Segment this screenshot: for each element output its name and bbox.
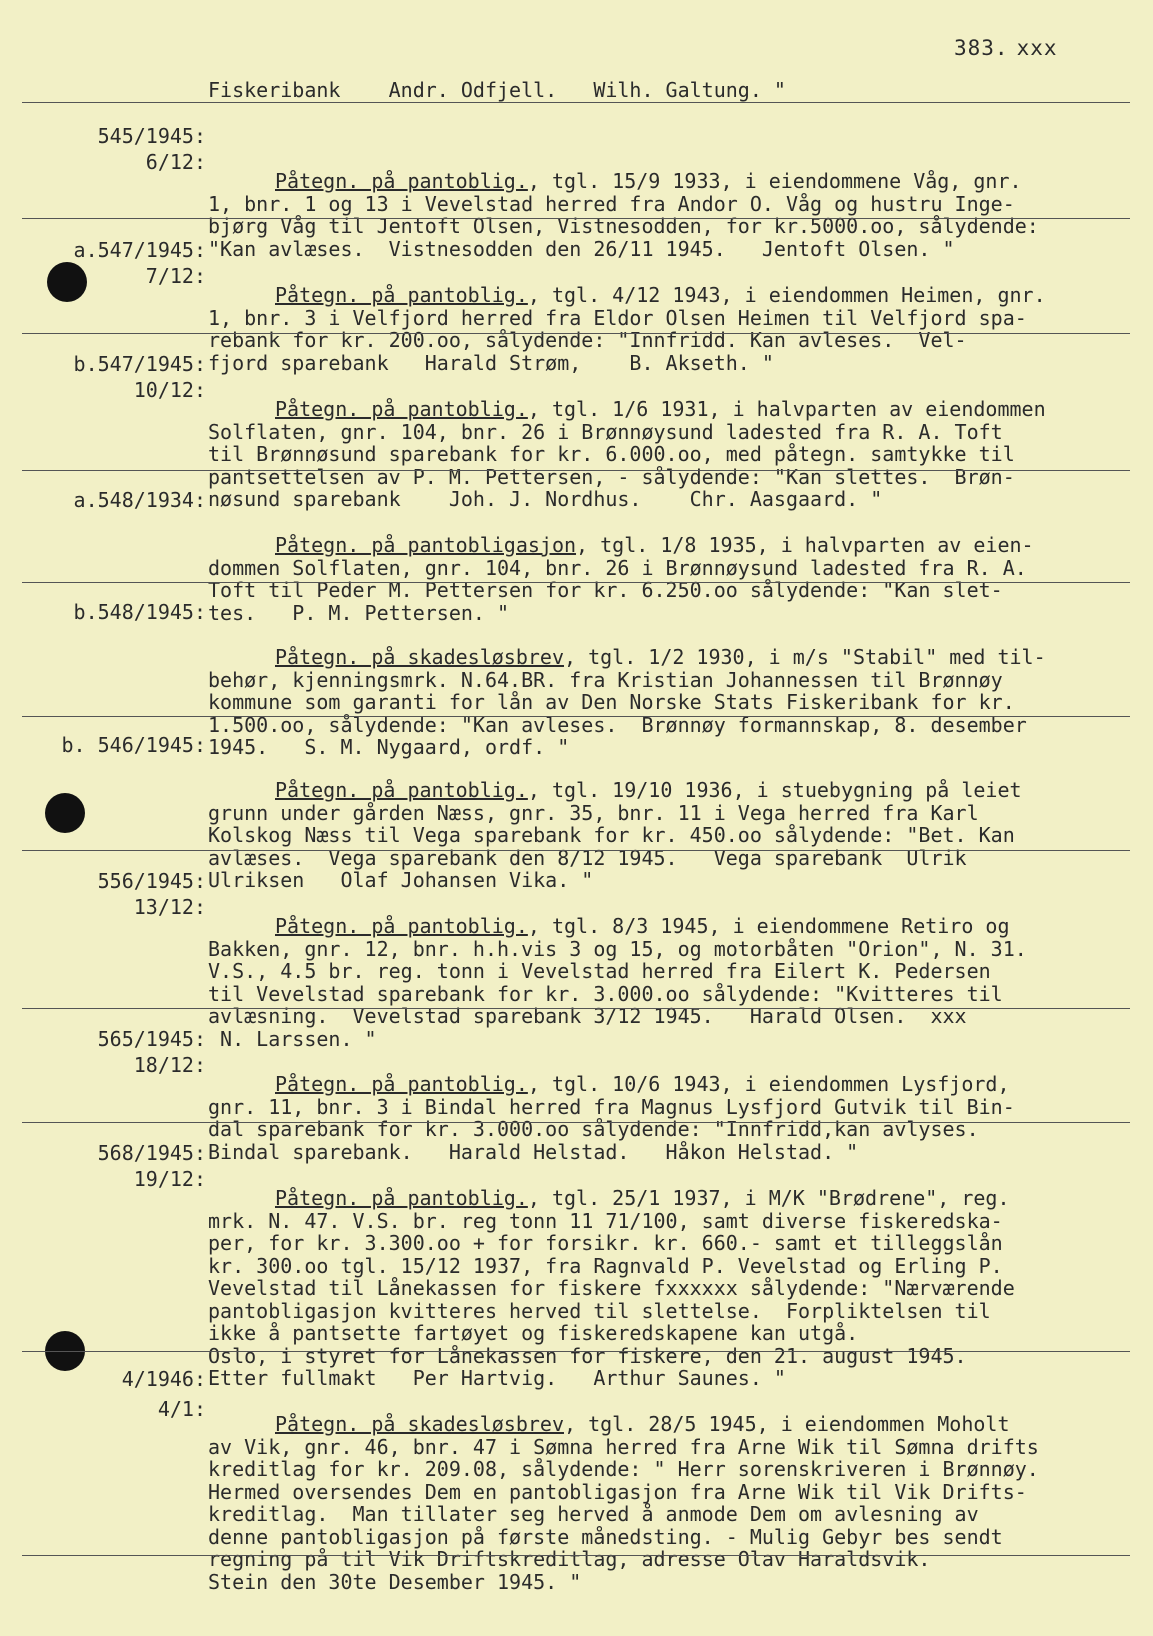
entry-date: 6/12: xyxy=(145,150,206,174)
entry-line: , tgl. 1/8 1935, i halvparten av eien- xyxy=(576,533,1034,557)
entry-title: Påtegn. på pantoblig. xyxy=(275,283,528,307)
entry-number: 548/1945: xyxy=(97,600,206,624)
entry-date: 18/12: xyxy=(133,1053,206,1077)
entry-date: 4/1: xyxy=(157,1397,206,1421)
entry-line: dal sparebank for kr. 3.000.oo sålydende: "Innfridd,kan avlyses. xyxy=(208,1117,979,1141)
entry-line: avlæses. Vega sparebank den 8/12 1945. Vega sparebank Ulrik xyxy=(208,845,967,870)
entry-title: Påtegn. på pantoblig. xyxy=(275,169,528,193)
entry-line: pantsettelsen av P. M. Pettersen, - sålydende: "Kan slettes. Brøn- xyxy=(208,464,1015,489)
entry-line: rebank for kr. 200.oo, sålydende: "Innfridd. Kan avleses. Vel- xyxy=(208,328,967,352)
entry-reference xyxy=(61,734,206,756)
entry-line: 1, bnr. 1 og 13 i Vevelstad herred fra Andor O. Våg og hustru Inge- xyxy=(208,191,1015,216)
entry-line: Vevelstad til Lånekassen for fiskere fxxxxxx sålydende: "Nærværende xyxy=(208,1276,1015,1300)
entry-number: 568/1945: xyxy=(97,1141,206,1165)
entry-line: grunn under gården Næss, gnr. 35, bnr. 11 i Vega herred fra Karl xyxy=(208,800,979,825)
entry-title: Påtegn. på pantoblig. xyxy=(275,1072,528,1096)
entry-line: mrk. N. 47. V.S. br. reg tonn 11 71/100, samt diverse fiskeredska- xyxy=(208,1208,1003,1233)
entry-first-line xyxy=(208,1413,1138,1436)
entry-line: kreditlag for kr. 209.08, sålydende: " Herr sorenskriveren i Brønnøy. xyxy=(208,1457,1039,1481)
entry-line: "Kan avlæses. Vistnesodden den 26/11 1945. Jentoft Olsen. " xyxy=(208,236,955,261)
entry-first-line xyxy=(208,284,1138,307)
entry-line: , tgl. 1/2 1930, i m/s "Stabil" med til- xyxy=(563,645,1046,669)
entry-line: denne pantobligasjon på første månedsting. - Mulig Gebyr bes sendt xyxy=(208,1524,1003,1549)
entry-line: , tgl. 25/1 1937, i M/K "Brødrene", reg. xyxy=(527,1186,1010,1210)
divider xyxy=(22,582,1130,583)
entry-line: dommen Solflaten, gnr. 104, bnr. 26 i Brønnøysund ladested fra R. A. xyxy=(208,555,1027,580)
entry-title: Påtegn. på pantoblig. xyxy=(275,914,528,938)
entry-reference xyxy=(74,353,206,375)
entry-line: 1, bnr. 3 i Velfjord herred fra Eldor Olsen Heimen til Velfjord spa- xyxy=(208,305,1027,330)
entry-number: 547/1945: xyxy=(97,352,206,376)
entry-reference xyxy=(98,1142,206,1164)
entry-first-line xyxy=(208,170,1138,193)
divider xyxy=(22,1008,1130,1009)
entry-line: regning på til Vik Driftskreditlag, adresse Olav Haraldsvik. xyxy=(208,1547,931,1571)
entry-line: , tgl. 28/5 1945, i eiendommen Moholt xyxy=(563,1412,1010,1436)
entry-first-line xyxy=(208,534,1138,557)
divider xyxy=(22,102,1130,103)
entry-line: behør, kjenningsmrk. N.64.BR. fra Kristian Johannessen til Brønnøy xyxy=(208,667,1003,692)
entry-line: Solflaten, gnr. 104, bnr. 26 i Brønnøysund ladested fra R. A. Toft xyxy=(208,419,1003,444)
entry-line: , tgl. 10/6 1943, i eiendommen Lysfjord, xyxy=(527,1072,1010,1096)
entry-reference xyxy=(98,125,206,147)
entry-reference xyxy=(74,601,206,623)
entry-line: Ulriksen Olaf Johansen Vika. " xyxy=(208,868,594,892)
entry-line: fjord sparebank Harald Strøm, B. Akseth. " xyxy=(208,350,774,375)
entry-line: per, for kr. 3.300.oo + for forsikr. kr. 660.- samt et tilleggslån xyxy=(208,1231,1003,1255)
entry-first-line xyxy=(208,1187,1138,1210)
entry-line: , tgl. 19/10 1936, i stuebygning på leiet xyxy=(527,778,1022,802)
divider xyxy=(22,1351,1130,1352)
entry-line: Etter fullmakt Per Hartvig. Arthur Saunes. " xyxy=(208,1366,786,1390)
entry-reference xyxy=(74,239,206,261)
divider xyxy=(22,716,1130,717)
entry-prefix: a. xyxy=(73,488,98,512)
entry-title: Påtegn. på pantobligasjon xyxy=(275,533,577,557)
entry-first-line xyxy=(208,1073,1138,1096)
entry-first-line xyxy=(208,779,1138,802)
entry-line: , tgl. 1/6 1931, i halvparten av eiendommen xyxy=(527,397,1046,421)
entry-prefix: a. xyxy=(73,238,98,262)
page-number-text: 383. xyxy=(954,36,1009,60)
entry-number: 547/1945: xyxy=(97,238,206,262)
entry-line: Stein den 30te Desember 1945. " xyxy=(208,1569,582,1594)
entry-reference xyxy=(98,870,206,892)
entry-line: Toft til Peder M. Pettersen for kr. 6.250.oo sålydende: "Kan slet- xyxy=(208,578,1003,602)
entry-date: 10/12: xyxy=(133,378,206,402)
entry-line: tes. P. M. Pettersen. " xyxy=(208,600,510,625)
entry-number: 4/1946: xyxy=(121,1367,206,1391)
entry-line: N. Larssen. " xyxy=(208,1026,377,1051)
entry-date: 13/12: xyxy=(133,895,206,919)
entry-reference xyxy=(74,489,206,511)
entry-title: Påtegn. på skadesløsbrev xyxy=(275,1412,564,1436)
entry-line: kr. 300.oo tgl. 15/12 1937, fra Ragnvald P. Vevelstad og Erling P. xyxy=(208,1253,1003,1278)
divider xyxy=(22,1122,1130,1123)
entry-line: til Brønnøsund sparebank for kr. 6.000.oo, med påtegn. samtykke til xyxy=(208,442,1015,466)
entry-line: pantobligasjon kvitteres herved til slettelse. Forpliktelsen til xyxy=(208,1298,991,1323)
entry-title: Påtegn. på pantoblig. xyxy=(275,778,528,802)
entry-prefix: b. xyxy=(61,733,86,757)
entry-line: bjørg Våg til Jentoft Olsen, Vistnesodden, for kr.5000.oo, sålydende: xyxy=(208,214,1039,238)
entry-title: Påtegn. på pantoblig. xyxy=(275,397,528,421)
entry-first-line xyxy=(208,646,1138,669)
entry-reference xyxy=(122,1368,206,1390)
entry-line: Bindal sparebank. Harald Helstad. Håkon Helstad. " xyxy=(208,1139,859,1164)
entry-number: 546/1945: xyxy=(85,733,206,757)
divider xyxy=(22,218,1130,219)
punch-hole-icon xyxy=(45,793,85,833)
entry-line: Bakken, gnr. 12, bnr. h.h.vis 3 og 15, og motorbåten "Orion", N. 31. xyxy=(208,936,1027,961)
entry-line: til Vevelstad sparebank for kr. 3.000.oo sålydende: "Kvitteres til xyxy=(208,981,1003,1006)
entry-reference xyxy=(98,1028,206,1050)
entry-line: Oslo, i styret for Lånekassen for fiskere, den 21. august 1945. xyxy=(208,1343,967,1368)
entry-line: , tgl. 8/3 1945, i eiendommene Retiro og xyxy=(527,914,1010,938)
entry-line: nøsund sparebank Joh. J. Nordhus. Chr. Aasgaard. " xyxy=(208,487,883,511)
entry-date: 19/12: xyxy=(133,1167,206,1191)
divider xyxy=(22,470,1130,471)
entry-line: gnr. 11, bnr. 3 i Bindal herred fra Magnus Lysfjord Gutvik til Bin- xyxy=(208,1094,1015,1119)
punch-hole-icon xyxy=(47,262,87,302)
entry-line: av Vik, gnr. 46, bnr. 47 i Sømna herred fra Arne Wik til Sømna drifts xyxy=(208,1434,1039,1459)
entry-line: 1945. S. M. Nygaard, ordf. " xyxy=(208,735,570,759)
entry-number: 556/1945: xyxy=(97,869,206,893)
entry-line: kommune som garanti for lån av Den Norske Stats Fiskeribank for kr. xyxy=(208,690,1015,714)
entry-title: Påtegn. på pantoblig. xyxy=(275,1186,528,1210)
entry-line: , tgl. 15/9 1933, i eiendommene Våg, gnr. xyxy=(527,169,1022,193)
entry-line: 1.500.oo, sålydende: "Kan avleses. Brønnøy formannskap, 8. desember xyxy=(208,712,1027,737)
entry-first-line xyxy=(208,915,1138,938)
divider xyxy=(22,333,1130,334)
entry-line: kreditlag. Man tillater seg herved å anmode Dem om avlesning av xyxy=(208,1502,979,1526)
divider xyxy=(22,850,1130,851)
corner-mark: xxx xyxy=(1016,36,1058,60)
entry-line: ikke å pantsette fartøyet og fiskeredskapene kan utgå. xyxy=(208,1321,859,1345)
entry-line: Kolskog Næss til Vega sparebank for kr. 450.oo sålydende: "Bet. Kan xyxy=(208,823,1015,847)
entry-prefix: b. xyxy=(73,600,98,624)
divider xyxy=(22,1555,1130,1556)
entry-number: 548/1934: xyxy=(97,488,206,512)
entry-line: V.S., 4.5 br. reg. tonn i Vevelstad herred fra Eilert K. Pedersen xyxy=(208,959,991,983)
entry-number: 565/1945: xyxy=(97,1027,206,1051)
entry-line: Hermed oversendes Dem en pantobligasjon fra Arne Wik til Vik Drifts- xyxy=(208,1479,1027,1504)
entry-line: avlæsning. Vevelstad sparebank 3/12 1945. Harald Olsen. xxx xyxy=(208,1004,967,1028)
entry-prefix: b. xyxy=(73,352,98,376)
entry-date: 7/12: xyxy=(145,264,206,288)
entry-first-line xyxy=(208,398,1138,421)
page-number xyxy=(954,36,1058,60)
entry-line: , tgl. 4/12 1943, i eiendommen Heimen, gnr. xyxy=(527,283,1046,307)
entry-title: Påtegn. på skadesløsbrev xyxy=(275,645,564,669)
entry-number: 545/1945: xyxy=(97,124,206,148)
page-header: Fiskeribank Andr. Odfjell. Wilh. Galtung. " xyxy=(208,78,786,102)
entry-text xyxy=(208,1368,1138,1616)
